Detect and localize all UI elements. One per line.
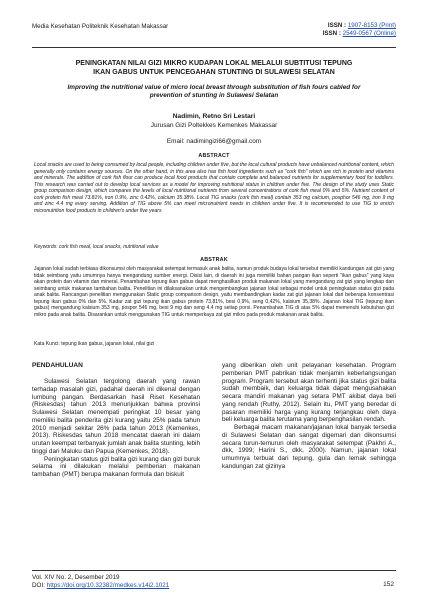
title-line-1: PENINGKATAN NILAI GIZI MIKRO KUDAPAN LOKAL MELALUI SUBTITUSI TEPUNG [75,60,353,67]
body-paragraph: Peningkatan status gizi balita gizi kurang dan gizi buruk selama ini dilakukan melalui pemberian makanan tambahan (PMT) berupa makanan formula dan biskuit [32,455,200,478]
abstract-heading: ABSTRACT [198,153,230,159]
doi-row [32,582,169,590]
title-line-2: IKAN GABUS UNTUK PENCEGAHAN STUNTING DI SULAWESI SELATAN [93,69,335,76]
issn-online-link[interactable]: 2549-0567 (Online) [342,30,396,37]
section-heading: PENDAHULUAN [32,362,83,369]
authors: Nadimin, Retno Sri Lestari [172,113,256,120]
issn-print-row [323,22,396,30]
keywords-id: Kata Kunci: tepung ikan gabus, jajanan lokal, nilai gizi [34,341,155,347]
doi-link[interactable]: https://doi.org/10.32382/medkes.v14i2.1021 [46,582,170,589]
article-title [40,59,388,77]
journal-name: Media Kesehatan Politeknik Kesehatan Makassar [32,23,169,30]
abstract-id-text: Jajanan lokal sudah terbiasa dikonsumsi oleh masyarakat setempat termasuk anak balita, namun produk budaya lokal tersebut memiliki kandungan zat gizi yang tidak seimbang yaitu umumnya hanya mengandung sumber energi. Disisi lain, di daerah ini juga memiliki bahan pangan ikan seperti "ikan gabus" yang kaya akan protein dan vitamin dan mineral. Penambahan tepung ikan gabus dapat menghasilkan produk makanan lokal yang mengandung zat gizi yang lengkap dan seimbang untuk makanan tambahan balita. Penelitian ini dilaksanakan untuk mengembangkan jajanan lokal sebagai model untuk peningkatan status gizi pada anak balita. Rancangan penelitian menggunakan Static group comparison design, yaitu membandingkan kadar zat gizi jajanan lokal dari beberapa konsentrasi tepung ikan gabus 0% dan 5%. Kadar zat gizi tepung ikan gabus protein 73,81%, besi 0,9%, seng 0,42%, kalsium 35,38%. Jajanan lokal TIG (tepung ikan gabus) mengandung kalsium 353 mg, pospor 546 mg, besi 9 mg dan seng 4.4 mg setiap porsi. Penambahan TIG di atas 5% dapat memenuhi kebutuhan gizi mikro pada anak balita. Disarankan untuk menggunakan TIG untuk memperkaya zat gizi mikro pada produk makanan anak balita. [34,266,394,318]
doi-label: DOI: [32,582,47,589]
header-divider [32,47,396,48]
body-paragraph: Sulawesi Selatan tergolong daerah yang rawan terhadap masalah gizi, padahal daerah ini dikenal dengan lumbung pangan. Berdasarkan hasil Riset Kesehatan (Riskesdas) tahun 2013 menunjukkan bahwa provinsi Sulawesi Selatan menempati peringkat 10 besar yang memiliki balita penderita gizi kurang yaitu 25% pada tahun 2010 menjadi sekitar 26% pada tahun 2013 (Kemenkes, 2013). Riskesdas tahun 2018 mencatat daerah ini dalam urutan keempat terbanyak jumlah anak balita stunting, lebih tinggi dari Maluku dan Papua (Kemenkes, 2018). [32,378,200,455]
issn-online-label: ISSN : [322,30,341,37]
issn-print-link[interactable]: 1907-8153 (Print) [347,22,396,29]
body-paragraph: yang diberikan oleh unit pelayanan kesehatan. Program pemberian PMT pabrikan tidak menjamin keberlangsungan program. Program tersebut akan terhenti jika status gizi balita sudah membaik, dan keluarga tidak dapat mengusahakan secara mandiri makanan yag setara PMT akibat daya beli yang rendah (Ruthy, 2012). Selain itu, PMT yang beredar di pasaran memiliki harga yang kurang terjangkau oleh daya beli keluarga balita terutama yang berpenghasilan rendah. [222,362,396,424]
page-number: 152 [383,581,394,588]
page-footer [32,574,169,590]
author-email: Email: nadimingizi66@gmail.com [166,138,262,145]
body-paragraph: Berbagai macam makanan/jajanan lokal banyak tersedia di Sulawesi Selatan dan sangat digemari dan dikonsumsi secara turun-temurun oleh masyarakat setempat (Pakhri A., dkk, 1999; Harini S., dkk, 2000). Namun, jajanan lokal umumnya terbuat dari tepung, gula dan lemak sehingga kandungan zat gizinya [222,424,396,470]
affiliation: Jurusan Gizi Poltekkes Kemenkes Makassar [150,122,278,129]
page-header [32,22,396,44]
body-column-right [222,362,396,471]
issn-print-label: ISSN : [327,22,347,29]
subtitle-line-2: prevention of stunting in Sulawesi Selatan [149,92,279,100]
footer-divider [32,570,396,571]
abstract-en-text: Local snacks are used to being consumed by local people, including children under five, but the local cultural products have unbalanced nutritional content, which generally only contains energy sources. On the other hand, in this area also has fish food ingredients such as "cork fish" which are rich in protein and vitamins and minerals. The addition of cork fish flour can produce local food products that contain complete and balanced nutrients for supplementary food for toddlers. This research was carried out to develop local services as a model for improving nutritional status in children under five. The design of the study uses Static group comparison design, which compares the levels of local nutritional nutrients from several concentrations of cork fish meal 0% and 5%. Nutrient content of cork protein fish meal 73.81%, iron 0.9%, zinc 0.42%, calcium 35.38%. Local TIG snacks (cork fish meal) contain 353 mg calcium, posphor 546 mg, iron 9 mg and zinc 4.4 mg every serving. Addition of TIG above 5% can meet micronutrient needs in children under five. It is recommended to use TIG to enrich micronutrition food products in children's under five years [34,162,394,214]
abstrak-heading: ABSTRAK [200,257,228,263]
keywords-en: Keywords: cork fish meal, local snacks, nutritional value [34,244,159,250]
issn-online-row [323,30,396,38]
subtitle-line-1: Improving the nutritional value of micro local breast through substitution of fish fours cabled for [67,84,361,91]
body-column-left [32,362,200,479]
volume-info: Vol. XIV No. 2, Desember 2019 [32,574,120,581]
article-subtitle [48,84,380,101]
issn-block [323,22,396,38]
